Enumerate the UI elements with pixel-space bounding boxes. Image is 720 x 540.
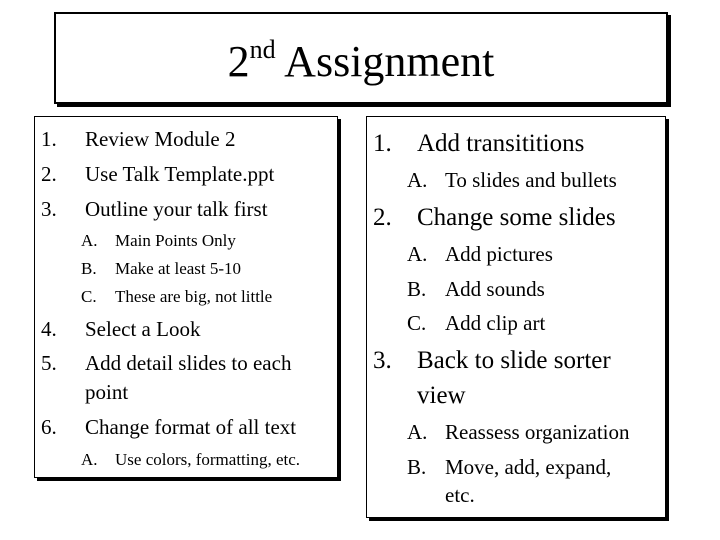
- list-number: 3.: [373, 347, 392, 374]
- list-item: [41, 160, 275, 189]
- sub-list-item: [81, 258, 242, 280]
- list-number: 1.: [41, 127, 57, 151]
- right-content-box: [366, 116, 666, 518]
- sub-list-text: Move, add, expand,: [445, 455, 612, 479]
- sub-list-text: Reassess organization: [445, 420, 630, 444]
- slide-title: [56, 35, 666, 92]
- sub-list-item-continuation: etc.: [445, 483, 475, 507]
- sub-list-letter: A.: [407, 168, 428, 192]
- sub-list-item: [81, 286, 273, 308]
- list-text: Outline your talk first: [85, 197, 268, 221]
- list-item: [41, 315, 201, 344]
- title-superscript: nd: [249, 35, 276, 64]
- list-item: [41, 195, 268, 224]
- sub-list-text: Use colors, formatting, etc.: [115, 450, 301, 469]
- sub-list-item: [81, 449, 301, 471]
- left-content-box: [34, 116, 338, 478]
- sub-list-item: [407, 163, 617, 197]
- list-item: [373, 344, 611, 377]
- list-item: [41, 413, 297, 442]
- sub-list-letter: A.: [407, 242, 428, 266]
- list-number: 6.: [41, 415, 57, 439]
- sub-list-letter: B.: [81, 259, 97, 278]
- title-main: 2: [227, 37, 250, 86]
- list-text: Review Module 2: [85, 127, 236, 151]
- sub-list-text: Add sounds: [445, 277, 545, 301]
- sub-list-item: [407, 306, 546, 340]
- sub-list-letter: B.: [407, 455, 427, 479]
- list-text: Change some slides: [417, 204, 616, 231]
- list-item-continuation: point: [85, 380, 129, 404]
- sub-list-letter: A.: [81, 231, 98, 250]
- sub-list-item: [407, 272, 545, 306]
- sub-list-letter: C.: [81, 287, 97, 306]
- sub-list-item: [407, 237, 553, 271]
- list-text: Add detail slides to each: [85, 351, 292, 375]
- list-number: 3.: [41, 197, 57, 221]
- sub-list-item: [407, 415, 630, 449]
- list-text: Change format of all text: [85, 415, 297, 439]
- list-item: [41, 349, 292, 378]
- sub-list-text: Make at least 5-10: [115, 259, 242, 278]
- list-text: Select a Look: [85, 317, 201, 341]
- sub-list-letter: A.: [81, 450, 98, 469]
- title-rest: Assignment: [275, 37, 495, 86]
- sub-list-letter: C.: [407, 311, 427, 335]
- list-text: Add transititions: [417, 130, 585, 157]
- list-number: 2.: [373, 204, 392, 231]
- sub-list-item: [81, 230, 236, 252]
- list-text: Use Talk Template.ppt: [85, 162, 275, 186]
- title-box: [54, 12, 668, 104]
- sub-list-text: Add clip art: [445, 311, 546, 335]
- list-item: [373, 127, 585, 160]
- sub-list-item: [407, 450, 612, 484]
- list-number: 1.: [373, 130, 392, 157]
- sub-list-text: To slides and bullets: [445, 168, 617, 192]
- sub-list-text: Add pictures: [445, 242, 553, 266]
- list-item: [41, 125, 236, 154]
- sub-list-text: These are big, not little: [115, 287, 273, 306]
- list-item-continuation: view: [417, 382, 466, 409]
- list-text: Back to slide sorter: [417, 347, 611, 374]
- sub-list-letter: A.: [407, 420, 428, 444]
- list-number: 2.: [41, 162, 57, 186]
- list-number: 5.: [41, 351, 57, 375]
- sub-list-letter: B.: [407, 277, 427, 301]
- list-number: 4.: [41, 317, 57, 341]
- list-item: [373, 201, 616, 234]
- sub-list-text: Main Points Only: [115, 231, 236, 250]
